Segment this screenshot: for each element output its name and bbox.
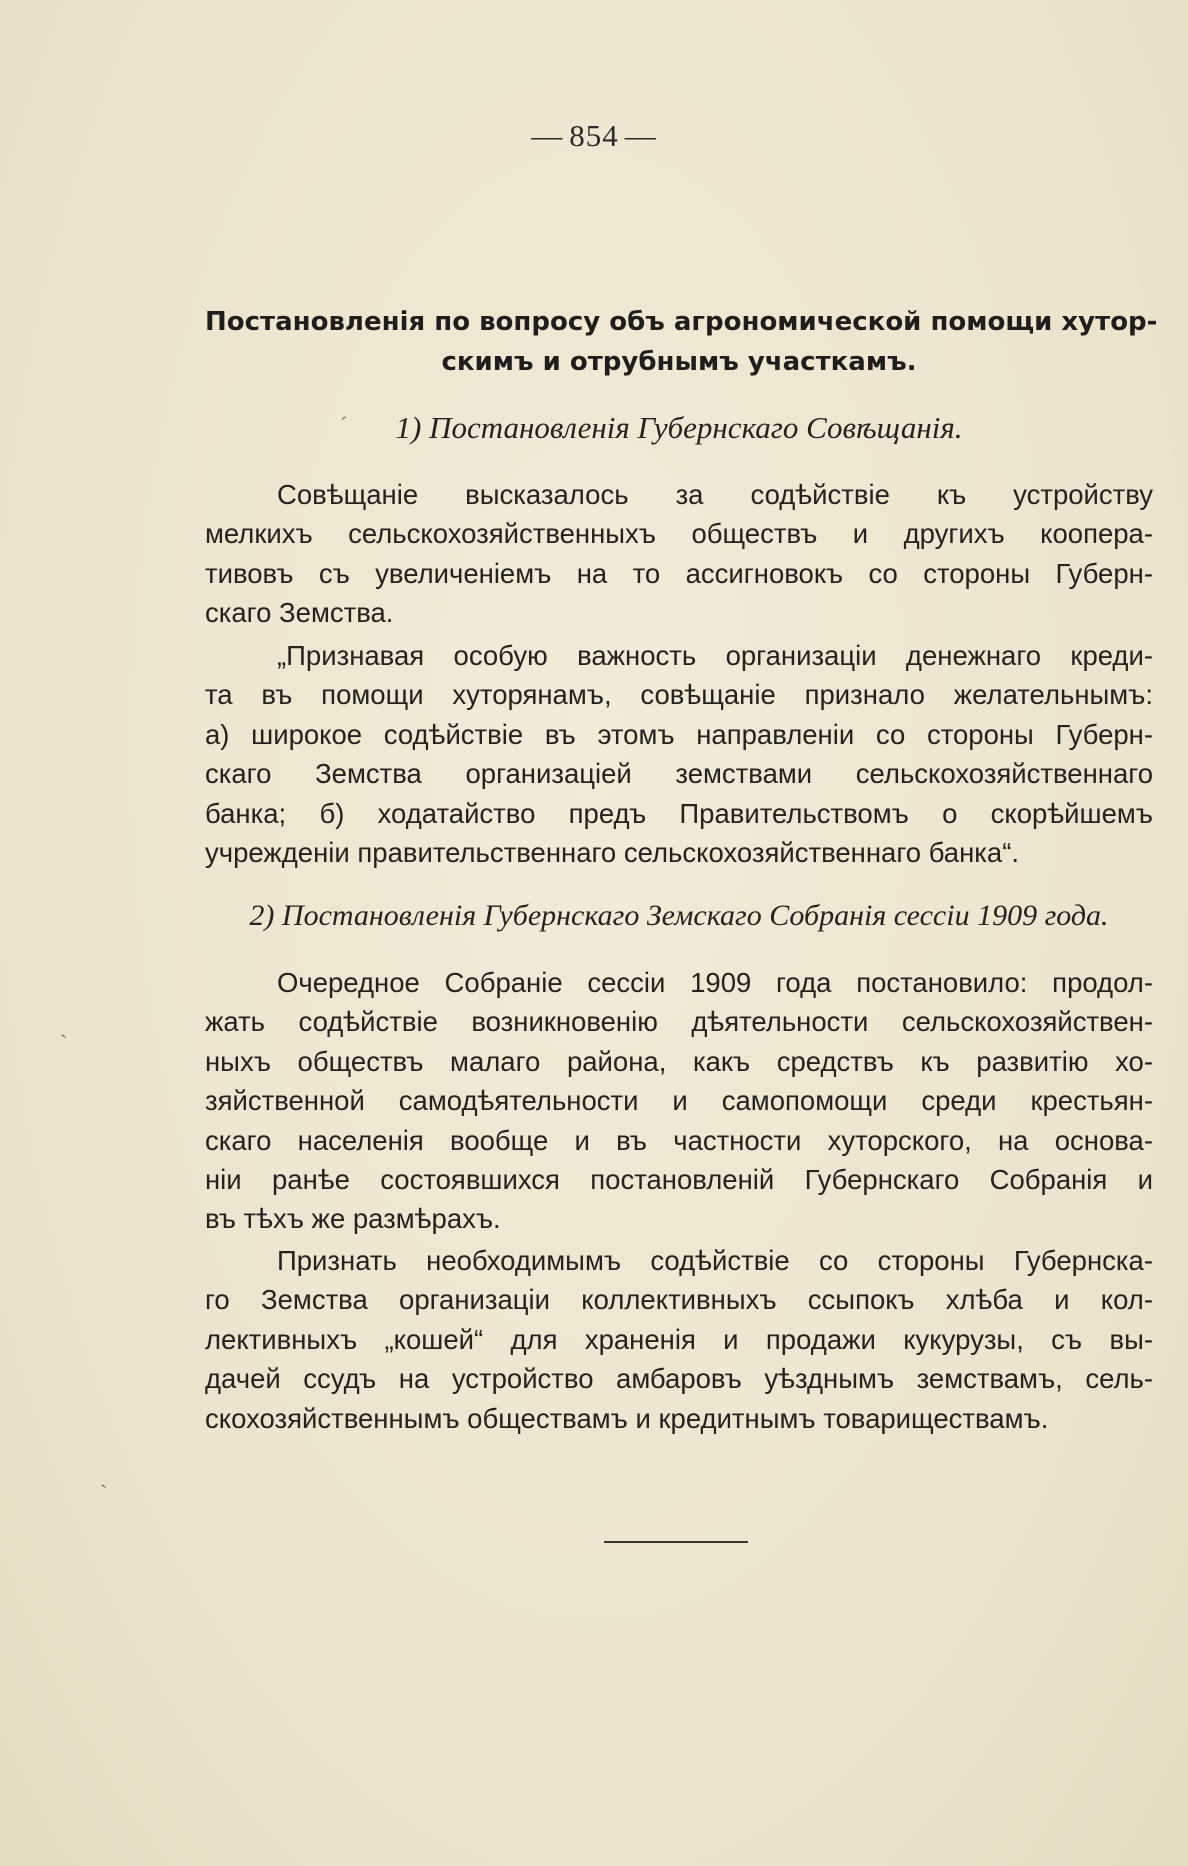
paragraph-assembly-societies (205, 963, 1153, 1239)
paragraph-line: банка; б) ходатайство предъ Правительствомъ о скорѣйшемъ (205, 797, 1153, 829)
paragraph-line: зяйственной самодѣятельности и самопомощи среди крестьян- (205, 1085, 1153, 1117)
paragraph-line: та въ помощи хуторянамъ, совѣщаніе признало желательнымъ: (205, 679, 1153, 711)
paragraph-line: дачей ссудъ на устройство амбаровъ уѣзднымъ земствамъ, сель- (205, 1363, 1153, 1395)
paragraph-line: мелкихъ сельскохозяйственныхъ обществъ и другихъ коопера- (205, 518, 1153, 550)
paragraph-line: скаго Земства. (205, 597, 394, 629)
section-heading (205, 302, 1158, 382)
paragraph-line: „Признавая особую важность организаціи денежнаго креди- (277, 640, 1153, 671)
subheading-zemstvo-assembly: 2) Постановленія Губернскаго Земскаго Собранія сессіи 1909 года. (249, 899, 1109, 932)
paragraph-meeting-cooperatives (205, 475, 1153, 633)
paragraph-line: въ тѣхъ же размѣрахъ. (205, 1203, 501, 1235)
ink-speck: ˋ (100, 1480, 108, 1505)
paragraph-line: тивовъ съ увеличеніемъ на то ассигновокъ со стороны Губерн- (205, 557, 1153, 589)
paragraph-line: Совѣщаніе высказалось за содѣйствіе къ устройству (277, 479, 1153, 510)
paragraph-assembly-granaries (205, 1241, 1153, 1438)
paragraph-line: Признать необходимымъ содѣйствіе со стороны Губернска- (277, 1245, 1153, 1276)
paragraph-line: Очередное Собраніе сессіи 1909 года постановило: продол- (277, 967, 1153, 998)
page-number (0, 118, 1188, 154)
subheading-governorate-meeting: 1) Постановленія Губернскаго Совѣщанія. (395, 410, 963, 445)
paragraph-line: учрежденіи правительственнаго сельскохозяйственнаго банка“. (205, 836, 1020, 868)
paragraph-line: ніи ранѣе состоявшихся постановленій Губернскаго Собранія и (205, 1163, 1153, 1195)
paragraph-line: скаго населенія вообще и въ частности хуторского, на основа- (205, 1124, 1153, 1156)
paragraph-line: го Земства организаціи коллективныхъ ссыпокъ хлѣба и кол- (205, 1284, 1153, 1316)
paragraph-line: ныхъ обществъ малаго района, какъ средствъ къ развитію хо- (205, 1045, 1153, 1077)
paragraph-line: скохозяйственнымъ обществамъ и кредитнымъ товариществамъ. (205, 1402, 1049, 1434)
ink-speck: ˊ (340, 412, 348, 437)
page-number-value: 854 (569, 118, 619, 153)
paragraph-line: а) широкое содѣйствіе въ этомъ направленіи со стороны Губерн- (205, 718, 1153, 750)
paragraph-line: жать содѣйствіе возникновенію дѣятельности сельскохозяйствен- (205, 1006, 1153, 1038)
heading-line-1: Постановленія по вопросу объ агрономической помощи хутор- (205, 307, 1158, 337)
closing-rule (604, 1541, 748, 1543)
ink-speck: ˋ (60, 1030, 68, 1055)
page-number-dash-left: — (531, 118, 564, 153)
heading-line-2: скимъ и отрубнымъ участкамъ. (441, 347, 917, 377)
paragraph-line: скаго Земства организаціей земствами сельскохозяйственнаго (205, 758, 1153, 790)
paragraph-line: лективныхъ „кошей“ для храненія и продажи кукурузы, съ вы- (205, 1323, 1153, 1355)
paragraph-meeting-credit (205, 636, 1153, 872)
page-number-dash-right: — (624, 118, 657, 153)
